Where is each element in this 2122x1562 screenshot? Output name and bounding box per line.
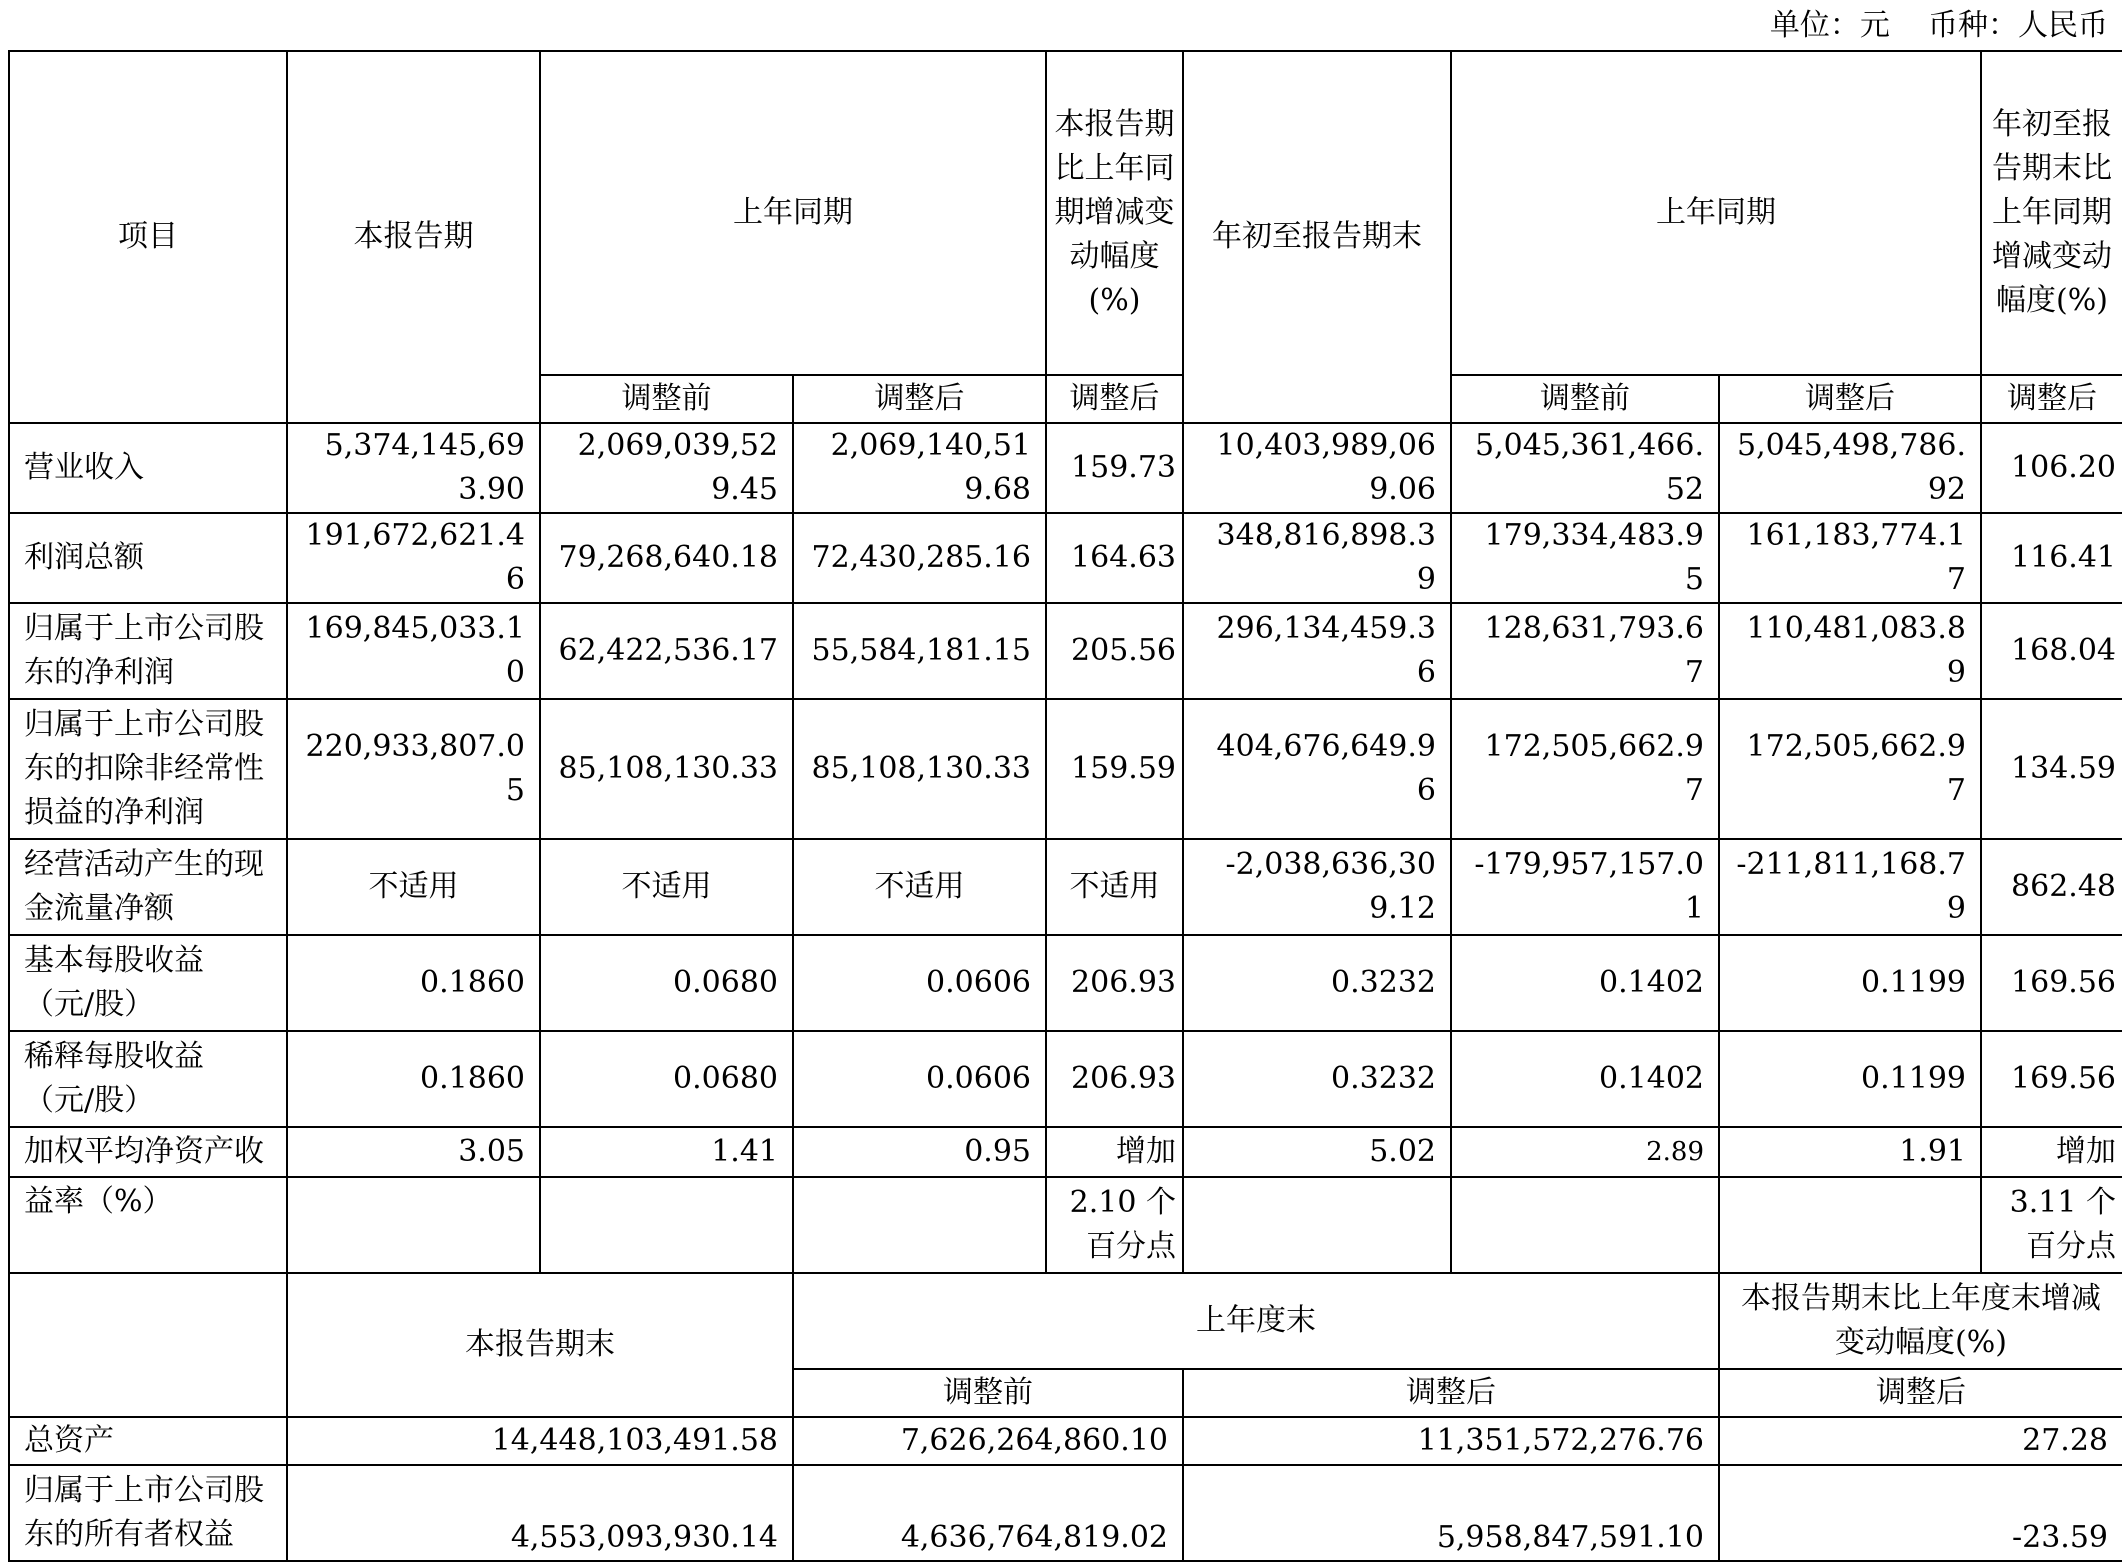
cell-current: 191,672,621.46: [287, 513, 540, 603]
cell-ytd: 10,403,989,069.06: [1183, 423, 1451, 513]
balance-header-change: 本报告期末比上年度末增减变动幅度(%): [1719, 1273, 2122, 1369]
cell-ytd-last-before: 179,334,483.95: [1451, 513, 1719, 603]
cell-ytd-change: 106.20: [1981, 423, 2122, 513]
cell-change: 205.56: [1046, 603, 1183, 699]
cell-ytd-last-before: 0.1402: [1451, 935, 1719, 1031]
table-row: [9, 1031, 2122, 1127]
cell-ytd-change-points: 3.11 个百分点: [1981, 1177, 2122, 1273]
cell-ytd-last-after: 110,481,083.89: [1719, 603, 1981, 699]
cell-ytd-change: 169.56: [1981, 1031, 2122, 1127]
cell-change: 159.59: [1046, 699, 1183, 839]
cell-after-adj: 5,958,847,591.10: [1183, 1465, 1719, 1561]
table-row: [9, 839, 2122, 935]
table-row-roe-continued: [9, 1177, 2122, 1273]
row-label: 稀释每股收益（元/股）: [9, 1031, 287, 1127]
cell-last-after: 72,430,285.16: [793, 513, 1046, 603]
row-label: 利润总额: [9, 513, 287, 603]
cell-last-after: 不适用: [793, 839, 1046, 935]
row-label: 归属于上市公司股东的扣除非经常性损益的净利润: [9, 699, 287, 839]
cell-change: 27.28: [1719, 1417, 2122, 1465]
cell-change: 206.93: [1046, 1031, 1183, 1127]
unit-currency-note: 单位：元 币种：人民币: [1769, 8, 2108, 43]
header-same-period-last-year-ytd: 上年同期: [1451, 51, 1981, 375]
cell-current: 不适用: [287, 839, 540, 935]
cell-last-before: 1.41: [540, 1127, 793, 1177]
balance-header-row-main: [9, 1273, 2122, 1369]
row-label: 总资产: [9, 1417, 287, 1465]
cell-ytd-last-after: 1.91: [1719, 1127, 1981, 1177]
cell-empty: [1183, 1177, 1451, 1273]
cell-ytd: -2,038,636,309.12: [1183, 839, 1451, 935]
cell-last-before: 62,422,536.17: [540, 603, 793, 699]
cell-current: 220,933,807.05: [287, 699, 540, 839]
cell-current: 0.1860: [287, 1031, 540, 1127]
cell-last-after: 2,069,140,519.68: [793, 423, 1046, 513]
cell-current: 0.1860: [287, 935, 540, 1031]
header-change-after-adj: 调整后: [1046, 375, 1183, 423]
row-label: 经营活动产生的现金流量净额: [9, 839, 287, 935]
cell-empty: [793, 1177, 1046, 1273]
cell-ytd: 0.3232: [1183, 935, 1451, 1031]
row-label: 基本每股收益（元/股）: [9, 935, 287, 1031]
balance-header-period-end: 本报告期末: [287, 1273, 793, 1417]
cell-ytd-last-after: 0.1199: [1719, 935, 1981, 1031]
row-label: 加权平均净资产收: [9, 1127, 287, 1177]
balance-header-change-after-adj: 调整后: [1719, 1369, 2122, 1417]
cell-ytd: 5.02: [1183, 1127, 1451, 1177]
cell-ytd-change: 增加: [1981, 1127, 2122, 1177]
cell-empty: [287, 1177, 540, 1273]
row-label: 归属于上市公司股东的净利润: [9, 603, 287, 699]
row-label: 益率（%）: [9, 1177, 287, 1273]
cell-ytd-last-before: 2.89: [1451, 1127, 1719, 1177]
header-ytd-before-adj: 调整前: [1451, 375, 1719, 423]
cell-period-end: 14,448,103,491.58: [287, 1417, 793, 1465]
cell-last-before: 85,108,130.33: [540, 699, 793, 839]
table-row: [9, 699, 2122, 839]
cell-ytd-last-before: 172,505,662.97: [1451, 699, 1719, 839]
header-ytd: 年初至报告期末: [1183, 51, 1451, 423]
header-after-adj: 调整后: [793, 375, 1046, 423]
header-change-ytd: 年初至报告期末比上年同期增减变动幅度(%): [1981, 51, 2122, 375]
cell-last-after: 55,584,181.15: [793, 603, 1046, 699]
cell-last-after: 0.95: [793, 1127, 1046, 1177]
row-label: 营业收入: [9, 423, 287, 513]
table-row: [9, 603, 2122, 699]
balance-header-last-year-end: 上年度末: [793, 1273, 1719, 1369]
table-row: [9, 513, 2122, 603]
cell-ytd: 404,676,649.96: [1183, 699, 1451, 839]
cell-empty: [1451, 1177, 1719, 1273]
table-row: [9, 1417, 2122, 1465]
cell-ytd-last-after: -211,811,168.79: [1719, 839, 1981, 935]
cell-before-adj: 4,636,764,819.02: [793, 1465, 1183, 1561]
cell-after-adj: 11,351,572,276.76: [1183, 1417, 1719, 1465]
cell-current: 5,374,145,693.90: [287, 423, 540, 513]
table-row: [9, 1465, 2122, 1561]
cell-last-before: 0.0680: [540, 1031, 793, 1127]
cell-change: 164.63: [1046, 513, 1183, 603]
cell-ytd-change: 862.48: [1981, 839, 2122, 935]
cell-last-after: 0.0606: [793, 1031, 1046, 1127]
financial-data-table: [8, 50, 2122, 1562]
cell-ytd: 0.3232: [1183, 1031, 1451, 1127]
cell-ytd-last-after: 172,505,662.97: [1719, 699, 1981, 839]
balance-header-before-adj: 调整前: [793, 1369, 1183, 1417]
cell-ytd-last-before: 128,631,793.67: [1451, 603, 1719, 699]
header-ytd-change-after-adj: 调整后: [1981, 375, 2122, 423]
cell-change: 159.73: [1046, 423, 1183, 513]
cell-ytd-last-after: 0.1199: [1719, 1031, 1981, 1127]
cell-last-before: 2,069,039,529.45: [540, 423, 793, 513]
cell-ytd-last-before: -179,957,157.01: [1451, 839, 1719, 935]
cell-ytd-last-before: 0.1402: [1451, 1031, 1719, 1127]
header-ytd-after-adj: 调整后: [1719, 375, 1981, 423]
cell-change-points: 2.10 个百分点: [1046, 1177, 1183, 1273]
cell-last-after: 85,108,130.33: [793, 699, 1046, 839]
balance-header-empty: [9, 1273, 287, 1417]
cell-last-before: 79,268,640.18: [540, 513, 793, 603]
cell-ytd-last-after: 5,045,498,786.92: [1719, 423, 1981, 513]
cell-last-before: 0.0680: [540, 935, 793, 1031]
financial-data-table-wrapper: [8, 50, 2122, 1555]
table-row: [9, 935, 2122, 1031]
cell-empty: [1719, 1177, 1981, 1273]
cell-ytd-last-before: 5,045,361,466.52: [1451, 423, 1719, 513]
header-row-main: [9, 51, 2122, 375]
header-current-period: 本报告期: [287, 51, 540, 423]
cell-ytd: 296,134,459.36: [1183, 603, 1451, 699]
row-label: 归属于上市公司股东的所有者权益: [9, 1465, 287, 1561]
cell-ytd: 348,816,898.39: [1183, 513, 1451, 603]
cell-last-before: 不适用: [540, 839, 793, 935]
cell-before-adj: 7,626,264,860.10: [793, 1417, 1183, 1465]
cell-change: 增加: [1046, 1127, 1183, 1177]
table-row: [9, 1127, 2122, 1177]
cell-current: 3.05: [287, 1127, 540, 1177]
cell-current: 169,845,033.10: [287, 603, 540, 699]
header-item: 项目: [9, 51, 287, 423]
header-before-adj: 调整前: [540, 375, 793, 423]
cell-period-end: 4,553,093,930.14: [287, 1465, 793, 1561]
cell-ytd-change: 116.41: [1981, 513, 2122, 603]
table-row: [9, 423, 2122, 513]
cell-change: 206.93: [1046, 935, 1183, 1031]
balance-header-after-adj: 调整后: [1183, 1369, 1719, 1417]
cell-empty: [540, 1177, 793, 1273]
cell-ytd-change: 168.04: [1981, 603, 2122, 699]
cell-ytd-change: 169.56: [1981, 935, 2122, 1031]
cell-change: 不适用: [1046, 839, 1183, 935]
cell-last-after: 0.0606: [793, 935, 1046, 1031]
cell-change: -23.59: [1719, 1465, 2122, 1561]
cell-ytd-change: 134.59: [1981, 699, 2122, 839]
cell-ytd-last-after: 161,183,774.17: [1719, 513, 1981, 603]
header-change-current: 本报告期比上年同期增减变动幅度(%): [1046, 51, 1183, 375]
header-same-period-last-year: 上年同期: [540, 51, 1046, 375]
